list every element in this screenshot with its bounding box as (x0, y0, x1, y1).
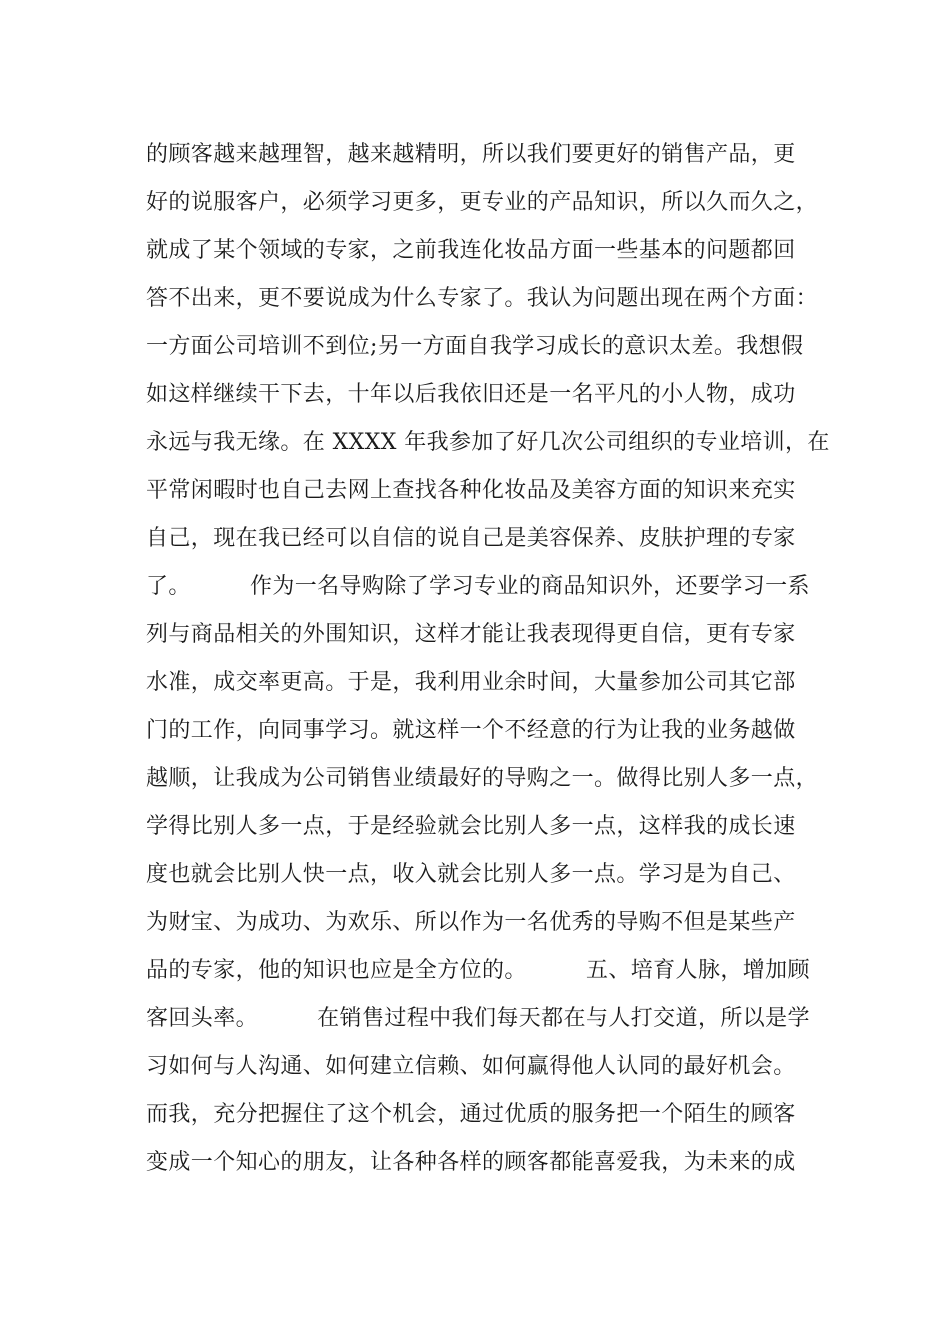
text-line: 度也就会比别人快一点，收入就会比别人多一点。学习是为自己、 (146, 862, 796, 887)
text-line: 水准，成交率更高。于是，我利用业余时间，大量参加公司其它部 (146, 670, 796, 695)
text-line: 平常闲暇时也自己去网上查找各种化妆品及美容方面的知识来充实 (146, 478, 796, 503)
text-line: 品的专家，他的知识也应是全方位的。 五、培育人脉，增加顾 (146, 958, 810, 983)
text-line: 门的工作，向同事学习。就这样一个不经意的行为让我的业务越做 (146, 718, 796, 743)
text-line: 好的说服客户，必须学习更多，更专业的产品知识，所以久而久之， (146, 190, 819, 215)
text-line: 列与商品相关的外围知识，这样才能让我表现得更自信，更有专家 (146, 622, 796, 647)
text-line: 为财宝、为成功、为欢乐、所以作为一名优秀的导购不但是某些产 (146, 910, 796, 935)
text-line: 永远与我无缘。在 XXXX 年我参加了好几次公司组织的专业培训，在 (146, 430, 830, 455)
text-line: 学得比别人多一点，于是经验就会比别人多一点，这样我的成长速 (146, 814, 796, 839)
text-line: 而我，充分把握住了这个机会，通过优质的服务把一个陌生的顾客 (146, 1102, 796, 1127)
text-line: 了。 作为一名导购除了学习专业的商品知识外，还要学习一系 (146, 574, 810, 599)
text-line: 变成一个知心的朋友，让各种各样的顾客都能喜爱我，为未来的成 (146, 1150, 796, 1175)
text-line: 的顾客越来越理智，越来越精明，所以我们要更好的销售产品，更 (146, 142, 796, 167)
text-line: 就成了某个领域的专家，之前我连化妆品方面一些基本的问题都回 (146, 238, 796, 263)
text-line: 如这样继续干下去，十年以后我依旧还是一名平凡的小人物，成功 (146, 382, 796, 407)
body-text (146, 131, 830, 1187)
text-line: 客回头率。 在销售过程中我们每天都在与人打交道，所以是学 (146, 1006, 810, 1031)
text-line: 答不出来，更不要说成为什么专家了。我认为问题出现在两个方面： (146, 286, 819, 311)
text-line: 越顺，让我成为公司销售业绩最好的导购之一。做得比别人多一点， (146, 766, 819, 791)
text-line: 一方面公司培训不到位;另一方面自我学习成长的意识太差。我想假 (146, 334, 804, 359)
text-line: 自己，现在我已经可以自信的说自己是美容保养、皮肤护理的专家 (146, 526, 796, 551)
text-line: 习如何与人沟通、如何建立信赖、如何赢得他人认同的最好机会。 (146, 1054, 796, 1079)
